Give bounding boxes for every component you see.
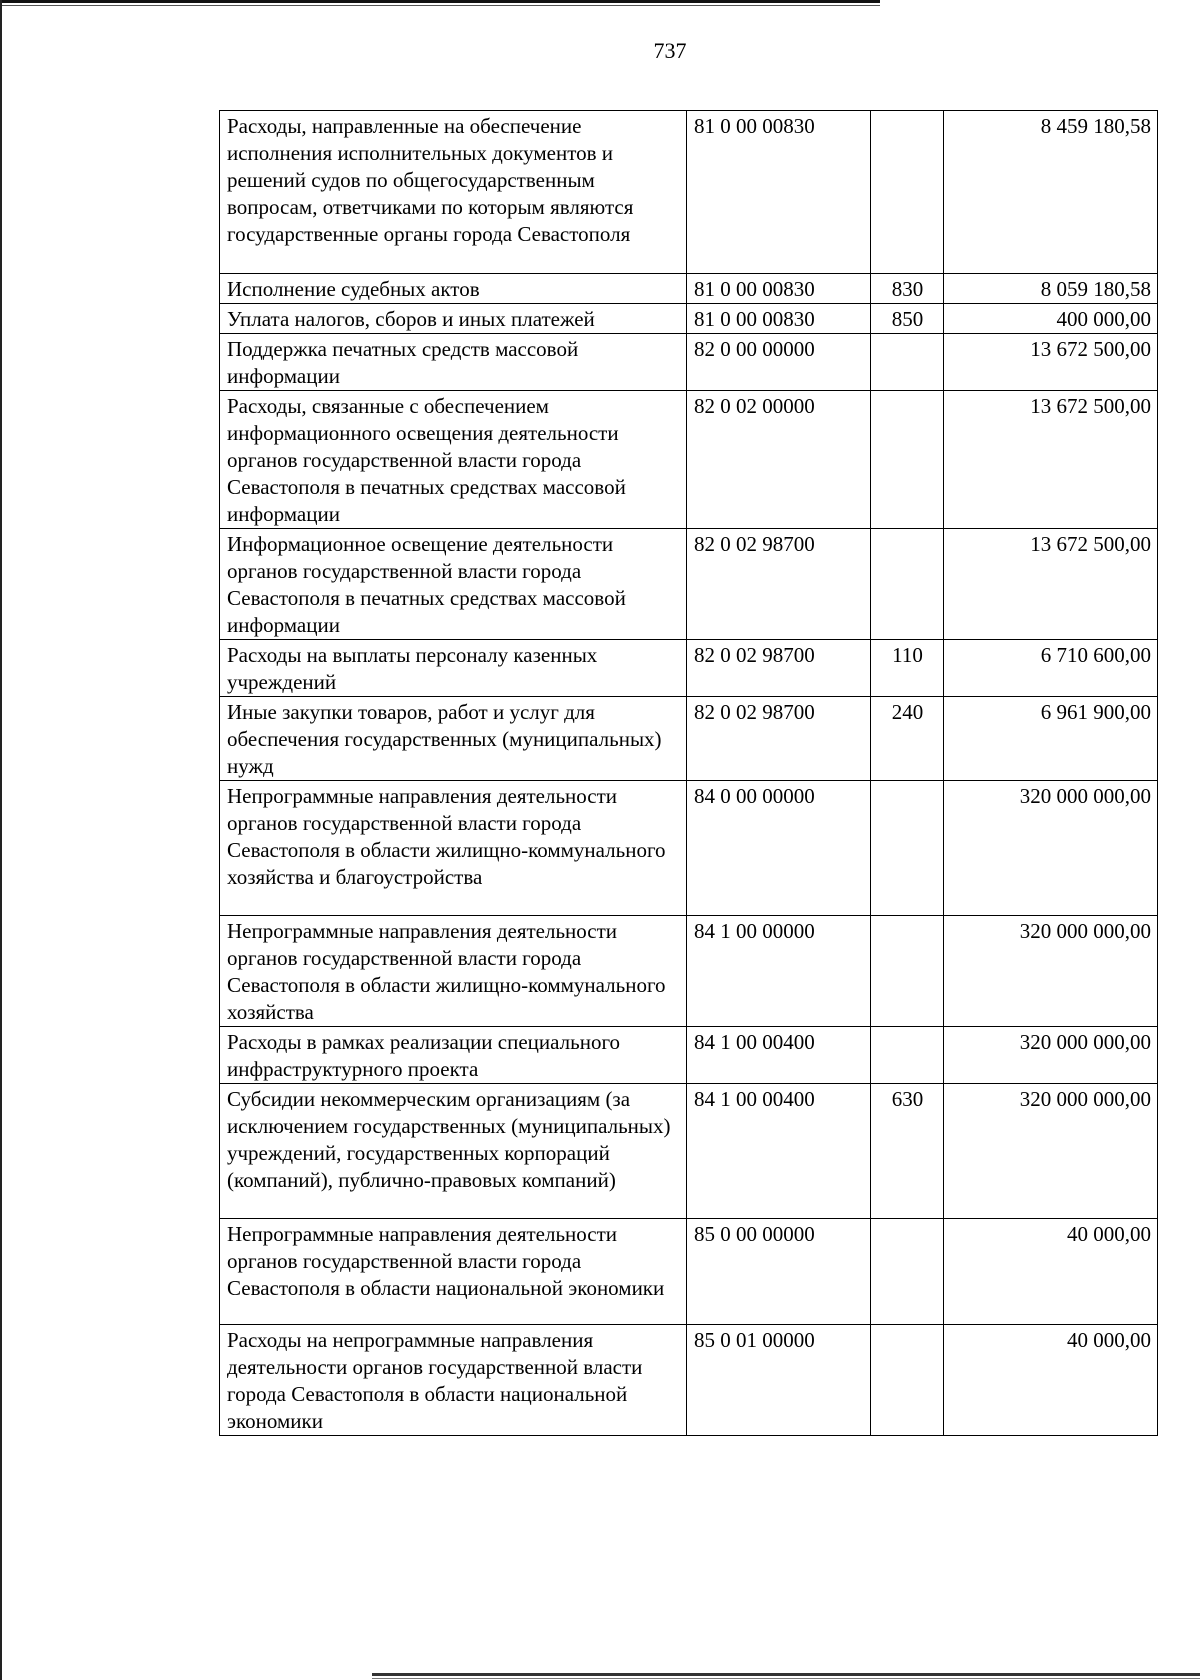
expense-name-cell: Расходы, направленные на обеспечение исполнения исполнительных документов и решений судов по общегосударственным вопросам, ответчиками по которым являются государственные органы города Севастополя	[220, 111, 687, 274]
target-article-code-cell: 81 0 00 00830	[687, 304, 871, 334]
page-number: 737	[653, 38, 687, 63]
amount-cell: 320 000 000,00	[944, 781, 1158, 916]
target-article-code-cell: 84 1 00 00000	[687, 916, 871, 1027]
amount-cell: 320 000 000,00	[944, 1084, 1158, 1219]
expense-kind-code-cell	[871, 781, 944, 916]
expense-name-cell: Расходы на выплаты персоналу казенных учреждений	[220, 640, 687, 697]
expense-kind-code-cell: 830	[871, 274, 944, 304]
target-article-code-cell: 84 1 00 00400	[687, 1084, 871, 1219]
expense-kind-code-cell	[871, 334, 944, 391]
table-row	[220, 334, 1158, 391]
target-article-code-cell: 85 0 01 00000	[687, 1325, 871, 1436]
table-row	[220, 274, 1158, 304]
expense-kind-code-cell: 630	[871, 1084, 944, 1219]
table-row	[220, 1219, 1158, 1325]
expense-kind-code-cell	[871, 111, 944, 274]
expense-kind-code-cell	[871, 1027, 944, 1084]
target-article-code-cell: 84 0 00 00000	[687, 781, 871, 916]
target-article-code-cell: 82 0 02 98700	[687, 640, 871, 697]
expense-kind-code-cell: 110	[871, 640, 944, 697]
amount-cell: 40 000,00	[944, 1219, 1158, 1325]
target-article-code-cell: 81 0 00 00830	[687, 274, 871, 304]
expense-name-cell: Поддержка печатных средств массовой информации	[220, 334, 687, 391]
table-row	[220, 781, 1158, 916]
expense-name-cell: Расходы на непрограммные направления деятельности органов государственной власти города Севастополя в области национальной экономики	[220, 1325, 687, 1436]
table-row	[220, 697, 1158, 781]
amount-cell: 6 961 900,00	[944, 697, 1158, 781]
expense-name-cell: Информационное освещение деятельности органов государственной власти города Севастополя в печатных средствах массовой информации	[220, 529, 687, 640]
target-article-code-cell: 85 0 00 00000	[687, 1219, 871, 1325]
amount-cell: 13 672 500,00	[944, 334, 1158, 391]
expense-name-cell: Непрограммные направления деятельности органов государственной власти города Севастополя в области жилищно-коммунального хозяйства	[220, 916, 687, 1027]
expense-kind-code-cell	[871, 1325, 944, 1436]
expense-name-cell: Расходы в рамках реализации специального инфраструктурного проекта	[220, 1027, 687, 1084]
table-row	[220, 1084, 1158, 1219]
amount-cell: 13 672 500,00	[944, 391, 1158, 529]
expense-kind-code-cell	[871, 529, 944, 640]
budget-table	[219, 110, 1158, 1436]
expense-kind-code-cell: 240	[871, 697, 944, 781]
amount-cell: 8 059 180,58	[944, 274, 1158, 304]
amount-cell: 320 000 000,00	[944, 916, 1158, 1027]
amount-cell: 40 000,00	[944, 1325, 1158, 1436]
table-row	[220, 916, 1158, 1027]
target-article-code-cell: 81 0 00 00830	[687, 111, 871, 274]
amount-cell: 8 459 180,58	[944, 111, 1158, 274]
table-row	[220, 1027, 1158, 1084]
table-row	[220, 111, 1158, 274]
amount-cell: 320 000 000,00	[944, 1027, 1158, 1084]
scan-edge-left	[0, 0, 2, 1680]
expense-name-cell: Непрограммные направления деятельности органов государственной власти города Севастополя в области жилищно-коммунального хозяйства и благоустройства	[220, 781, 687, 916]
table-row	[220, 529, 1158, 640]
table-row	[220, 304, 1158, 334]
amount-cell: 400 000,00	[944, 304, 1158, 334]
scan-edge-bottom-inner	[372, 1678, 1200, 1679]
amount-cell: 6 710 600,00	[944, 640, 1158, 697]
scan-edge-top	[0, 0, 880, 3]
target-article-code-cell: 82 0 00 00000	[687, 334, 871, 391]
expense-name-cell: Расходы, связанные с обеспечением информационного освещения деятельности органов государственной власти города Севастополя в печатных средствах массовой информации	[220, 391, 687, 529]
target-article-code-cell: 82 0 02 00000	[687, 391, 871, 529]
expense-name-cell: Исполнение судебных актов	[220, 274, 687, 304]
budget-table-body	[220, 111, 1158, 1436]
table-row	[220, 1325, 1158, 1436]
table-row	[220, 391, 1158, 529]
expense-kind-code-cell: 850	[871, 304, 944, 334]
table-row	[220, 640, 1158, 697]
expense-kind-code-cell	[871, 391, 944, 529]
expense-kind-code-cell	[871, 916, 944, 1027]
target-article-code-cell: 84 1 00 00400	[687, 1027, 871, 1084]
target-article-code-cell: 82 0 02 98700	[687, 529, 871, 640]
target-article-code-cell: 82 0 02 98700	[687, 697, 871, 781]
expense-name-cell: Уплата налогов, сборов и иных платежей	[220, 304, 687, 334]
expense-name-cell: Иные закупки товаров, работ и услуг для обеспечения государственных (муниципальных) нужд	[220, 697, 687, 781]
scan-edge-bottom	[372, 1673, 1200, 1676]
amount-cell: 13 672 500,00	[944, 529, 1158, 640]
expense-name-cell: Непрограммные направления деятельности органов государственной власти города Севастополя в области национальной экономики	[220, 1219, 687, 1325]
expense-name-cell: Субсидии некоммерческим организациям (за исключением государственных (муниципальных) учреждений, государственных корпораций (компаний), публично-правовых компаний)	[220, 1084, 687, 1219]
scan-edge-top-inner	[0, 5, 880, 6]
expense-kind-code-cell	[871, 1219, 944, 1325]
